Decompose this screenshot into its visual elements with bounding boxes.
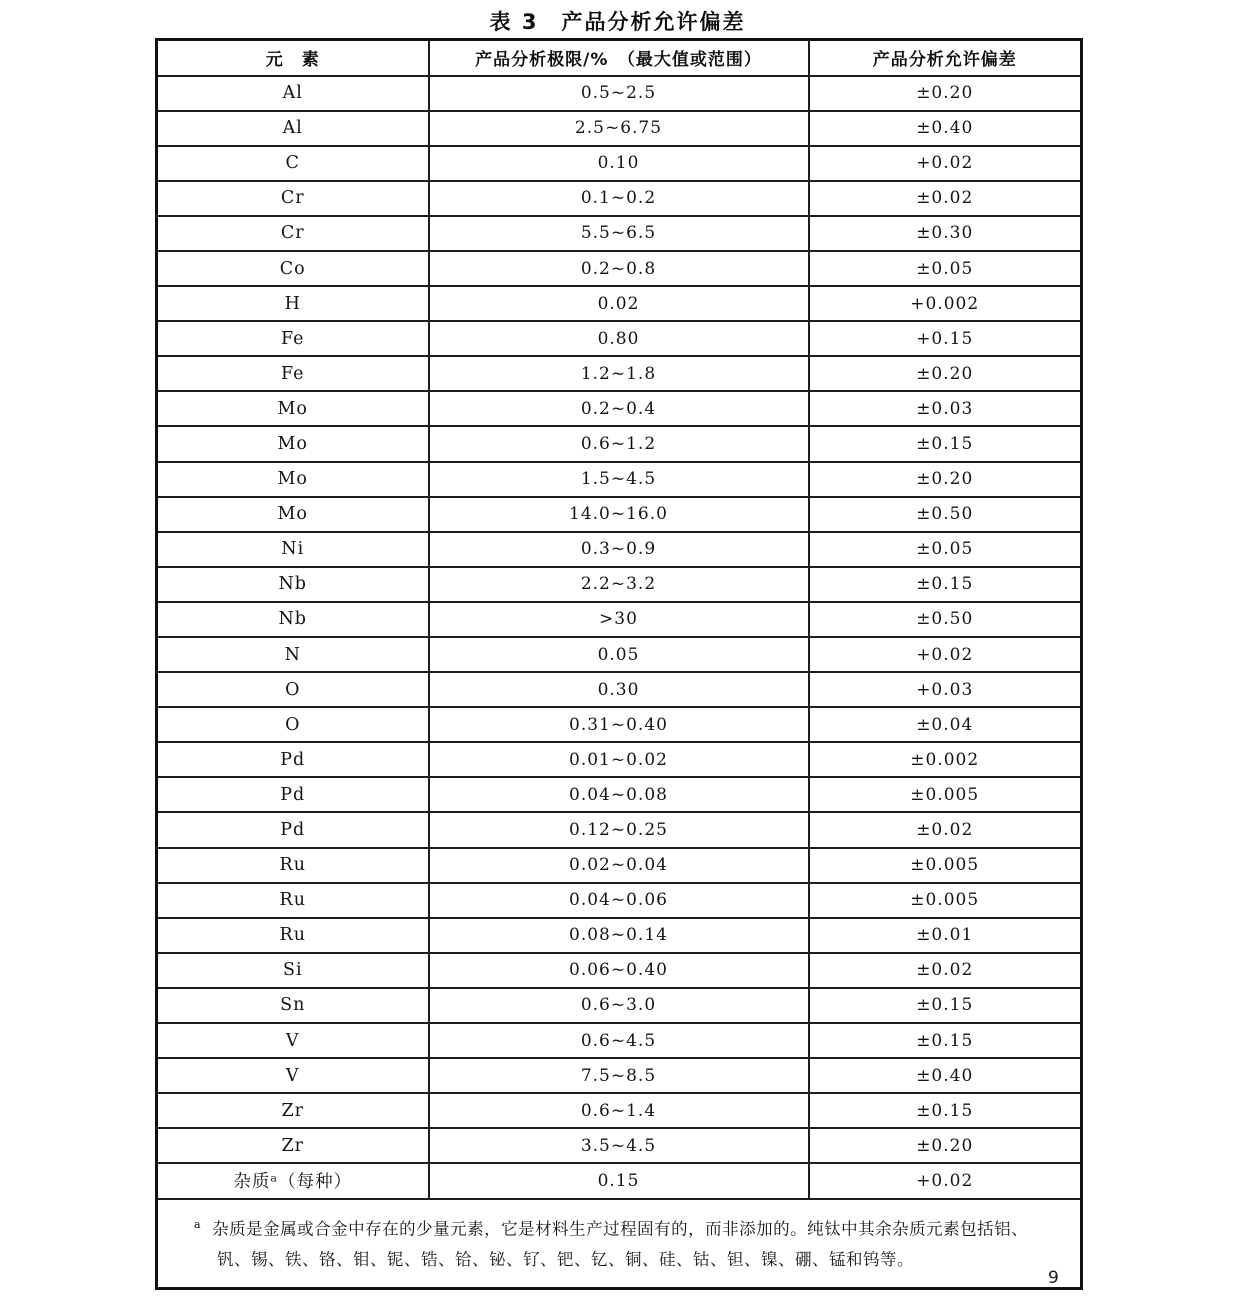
table-row (157, 567, 1082, 602)
table-row (157, 356, 1082, 391)
cell-allowed-deviation: ±0.15 (809, 1023, 1082, 1058)
cell-analysis-limit: 0.5~2.5 (429, 76, 809, 111)
table-row (157, 777, 1082, 812)
cell-analysis-limit: 1.2~1.8 (429, 356, 809, 391)
cell-element: Zr (157, 1093, 429, 1128)
table-row (157, 426, 1082, 461)
cell-allowed-deviation: ±0.40 (809, 111, 1082, 146)
cell-element: Mo (157, 391, 429, 426)
cell-element: N (157, 637, 429, 672)
footnote-text-1: 杂质是金属或合金中存在的少量元素，它是材料生产过程固有的，而非添加的。纯钛中其余杂质元素包括铝、 (212, 1219, 1029, 1238)
col-header-element: 元 素 (157, 40, 429, 76)
cell-analysis-limit: 0.2~0.4 (429, 391, 809, 426)
footnote-text-2: 钒、锡、铁、铬、钼、铌、锆、铪、铋、钌、钯、钇、铜、硅、钴、钽、镍、硼、锰和钨等。 (217, 1250, 914, 1269)
footnote-line-1 (194, 1209, 1050, 1245)
cell-analysis-limit: 2.2~3.2 (429, 567, 809, 602)
cell-analysis-limit: 7.5~8.5 (429, 1058, 809, 1093)
cell-allowed-deviation: ±0.02 (809, 953, 1082, 988)
cell-allowed-deviation: +0.03 (809, 672, 1082, 707)
cell-allowed-deviation: ±0.05 (809, 251, 1082, 286)
table-row (157, 251, 1082, 286)
cell-allowed-deviation: ±0.15 (809, 567, 1082, 602)
cell-element: Mo (157, 497, 429, 532)
cell-element: Al (157, 76, 429, 111)
table-row (157, 286, 1082, 321)
cell-element: O (157, 707, 429, 742)
cell-element: Fe (157, 356, 429, 391)
cell-element: Ni (157, 532, 429, 567)
table-row (157, 812, 1082, 847)
cell-analysis-limit: 1.5~4.5 (429, 462, 809, 497)
table-row (157, 1093, 1082, 1128)
cell-analysis-limit: 0.80 (429, 321, 809, 356)
cell-analysis-limit: 0.04~0.06 (429, 883, 809, 918)
table-row (157, 707, 1082, 742)
cell-analysis-limit: 0.04~0.08 (429, 777, 809, 812)
cell-element: Ru (157, 848, 429, 883)
cell-allowed-deviation: ±0.005 (809, 777, 1082, 812)
table-row (157, 742, 1082, 777)
cell-analysis-limit: 0.02~0.04 (429, 848, 809, 883)
cell-allowed-deviation: ±0.50 (809, 497, 1082, 532)
cell-allowed-deviation: ±0.01 (809, 918, 1082, 953)
table-row (157, 1128, 1082, 1163)
cell-analysis-limit: 0.08~0.14 (429, 918, 809, 953)
cell-allowed-deviation: ±0.02 (809, 181, 1082, 216)
cell-element: V (157, 1023, 429, 1058)
cell-element: Co (157, 251, 429, 286)
table-row (157, 883, 1082, 918)
col-header-analysis-limit: 产品分析极限/% （最大值或范围） (429, 40, 809, 76)
cell-allowed-deviation: +0.02 (809, 146, 1082, 181)
cell-allowed-deviation: ±0.20 (809, 356, 1082, 391)
table-row (157, 321, 1082, 356)
cell-element: Pd (157, 742, 429, 777)
cell-element: Ru (157, 918, 429, 953)
cell-allowed-deviation: ±0.005 (809, 883, 1082, 918)
cell-element: Cr (157, 181, 429, 216)
cell-element: C (157, 146, 429, 181)
cell-element: Sn (157, 988, 429, 1023)
cell-element: Mo (157, 462, 429, 497)
cell-allowed-deviation: ±0.15 (809, 988, 1082, 1023)
cell-analysis-limit: 0.06~0.40 (429, 953, 809, 988)
footnote-cell (157, 1199, 1082, 1289)
cell-element: Zr (157, 1128, 429, 1163)
cell-analysis-limit: 14.0~16.0 (429, 497, 809, 532)
cell-element: V (157, 1058, 429, 1093)
cell-allowed-deviation: ±0.03 (809, 391, 1082, 426)
table-row (157, 1023, 1082, 1058)
cell-element: Si (157, 953, 429, 988)
cell-element: 杂质ᵃ（每种） (157, 1163, 429, 1198)
table-row (157, 111, 1082, 146)
cell-allowed-deviation: ±0.15 (809, 426, 1082, 461)
table-row (157, 637, 1082, 672)
cell-element: Al (157, 111, 429, 146)
table-row (157, 146, 1082, 181)
table-row (157, 76, 1082, 111)
table-row (157, 953, 1082, 988)
table-row (157, 462, 1082, 497)
cell-allowed-deviation: +0.002 (809, 286, 1082, 321)
cell-allowed-deviation: ±0.04 (809, 707, 1082, 742)
cell-allowed-deviation: ±0.002 (809, 742, 1082, 777)
cell-element: O (157, 672, 429, 707)
cell-allowed-deviation: ±0.15 (809, 1093, 1082, 1128)
cell-analysis-limit: 0.02 (429, 286, 809, 321)
product-analysis-deviation-table (155, 38, 1083, 1290)
cell-allowed-deviation: ±0.30 (809, 216, 1082, 251)
cell-element: Mo (157, 426, 429, 461)
cell-allowed-deviation: ±0.20 (809, 76, 1082, 111)
cell-analysis-limit: 0.12~0.25 (429, 812, 809, 847)
cell-analysis-limit: 0.31~0.40 (429, 707, 809, 742)
cell-allowed-deviation: +0.02 (809, 1163, 1082, 1198)
table-row (157, 497, 1082, 532)
cell-analysis-limit: 0.30 (429, 672, 809, 707)
cell-element: Cr (157, 216, 429, 251)
table-row (157, 1058, 1082, 1093)
table-row (157, 988, 1082, 1023)
table-row (157, 181, 1082, 216)
cell-analysis-limit: 0.6~1.2 (429, 426, 809, 461)
cell-analysis-limit: 0.3~0.9 (429, 532, 809, 567)
table-row (157, 848, 1082, 883)
cell-analysis-limit: 0.01~0.02 (429, 742, 809, 777)
cell-allowed-deviation: ±0.005 (809, 848, 1082, 883)
table-body (157, 76, 1082, 1199)
table-row (157, 1163, 1082, 1198)
cell-analysis-limit: 0.6~4.5 (429, 1023, 809, 1058)
cell-allowed-deviation: ±0.20 (809, 1128, 1082, 1163)
cell-allowed-deviation: ±0.50 (809, 602, 1082, 637)
cell-analysis-limit: 0.6~3.0 (429, 988, 809, 1023)
cell-allowed-deviation: ±0.40 (809, 1058, 1082, 1093)
table-title: 表 3 产品分析允许偏差 (489, 10, 746, 34)
footnote-row (157, 1199, 1082, 1289)
cell-analysis-limit: 0.10 (429, 146, 809, 181)
cell-element: Pd (157, 777, 429, 812)
cell-allowed-deviation: +0.02 (809, 637, 1082, 672)
cell-element: Pd (157, 812, 429, 847)
table-row (157, 672, 1082, 707)
cell-element: Fe (157, 321, 429, 356)
cell-analysis-limit: 2.5~6.75 (429, 111, 809, 146)
cell-analysis-limit: 5.5~6.5 (429, 216, 809, 251)
table-row (157, 216, 1082, 251)
cell-allowed-deviation: ±0.02 (809, 812, 1082, 847)
cell-analysis-limit: >30 (429, 602, 809, 637)
cell-allowed-deviation: ±0.05 (809, 532, 1082, 567)
cell-analysis-limit: 0.1~0.2 (429, 181, 809, 216)
table-footer (157, 1199, 1082, 1289)
table-row (157, 918, 1082, 953)
table-row (157, 602, 1082, 637)
cell-analysis-limit: 0.05 (429, 637, 809, 672)
table-header (157, 40, 1082, 76)
cell-element: Nb (157, 567, 429, 602)
cell-analysis-limit: 0.6~1.4 (429, 1093, 809, 1128)
cell-element: H (157, 286, 429, 321)
cell-element: Ru (157, 883, 429, 918)
cell-allowed-deviation: ±0.20 (809, 462, 1082, 497)
cell-allowed-deviation: +0.15 (809, 321, 1082, 356)
cell-analysis-limit: 3.5~4.5 (429, 1128, 809, 1163)
table-row (157, 391, 1082, 426)
header-row (157, 40, 1082, 76)
cell-element: Nb (157, 602, 429, 637)
footnote-marker: a (194, 1217, 202, 1231)
table-row (157, 532, 1082, 567)
col-header-allowed-deviation: 产品分析允许偏差 (809, 40, 1082, 76)
cell-analysis-limit: 0.2~0.8 (429, 251, 809, 286)
cell-analysis-limit: 0.15 (429, 1163, 809, 1198)
page-number: 9 (1048, 1268, 1059, 1288)
